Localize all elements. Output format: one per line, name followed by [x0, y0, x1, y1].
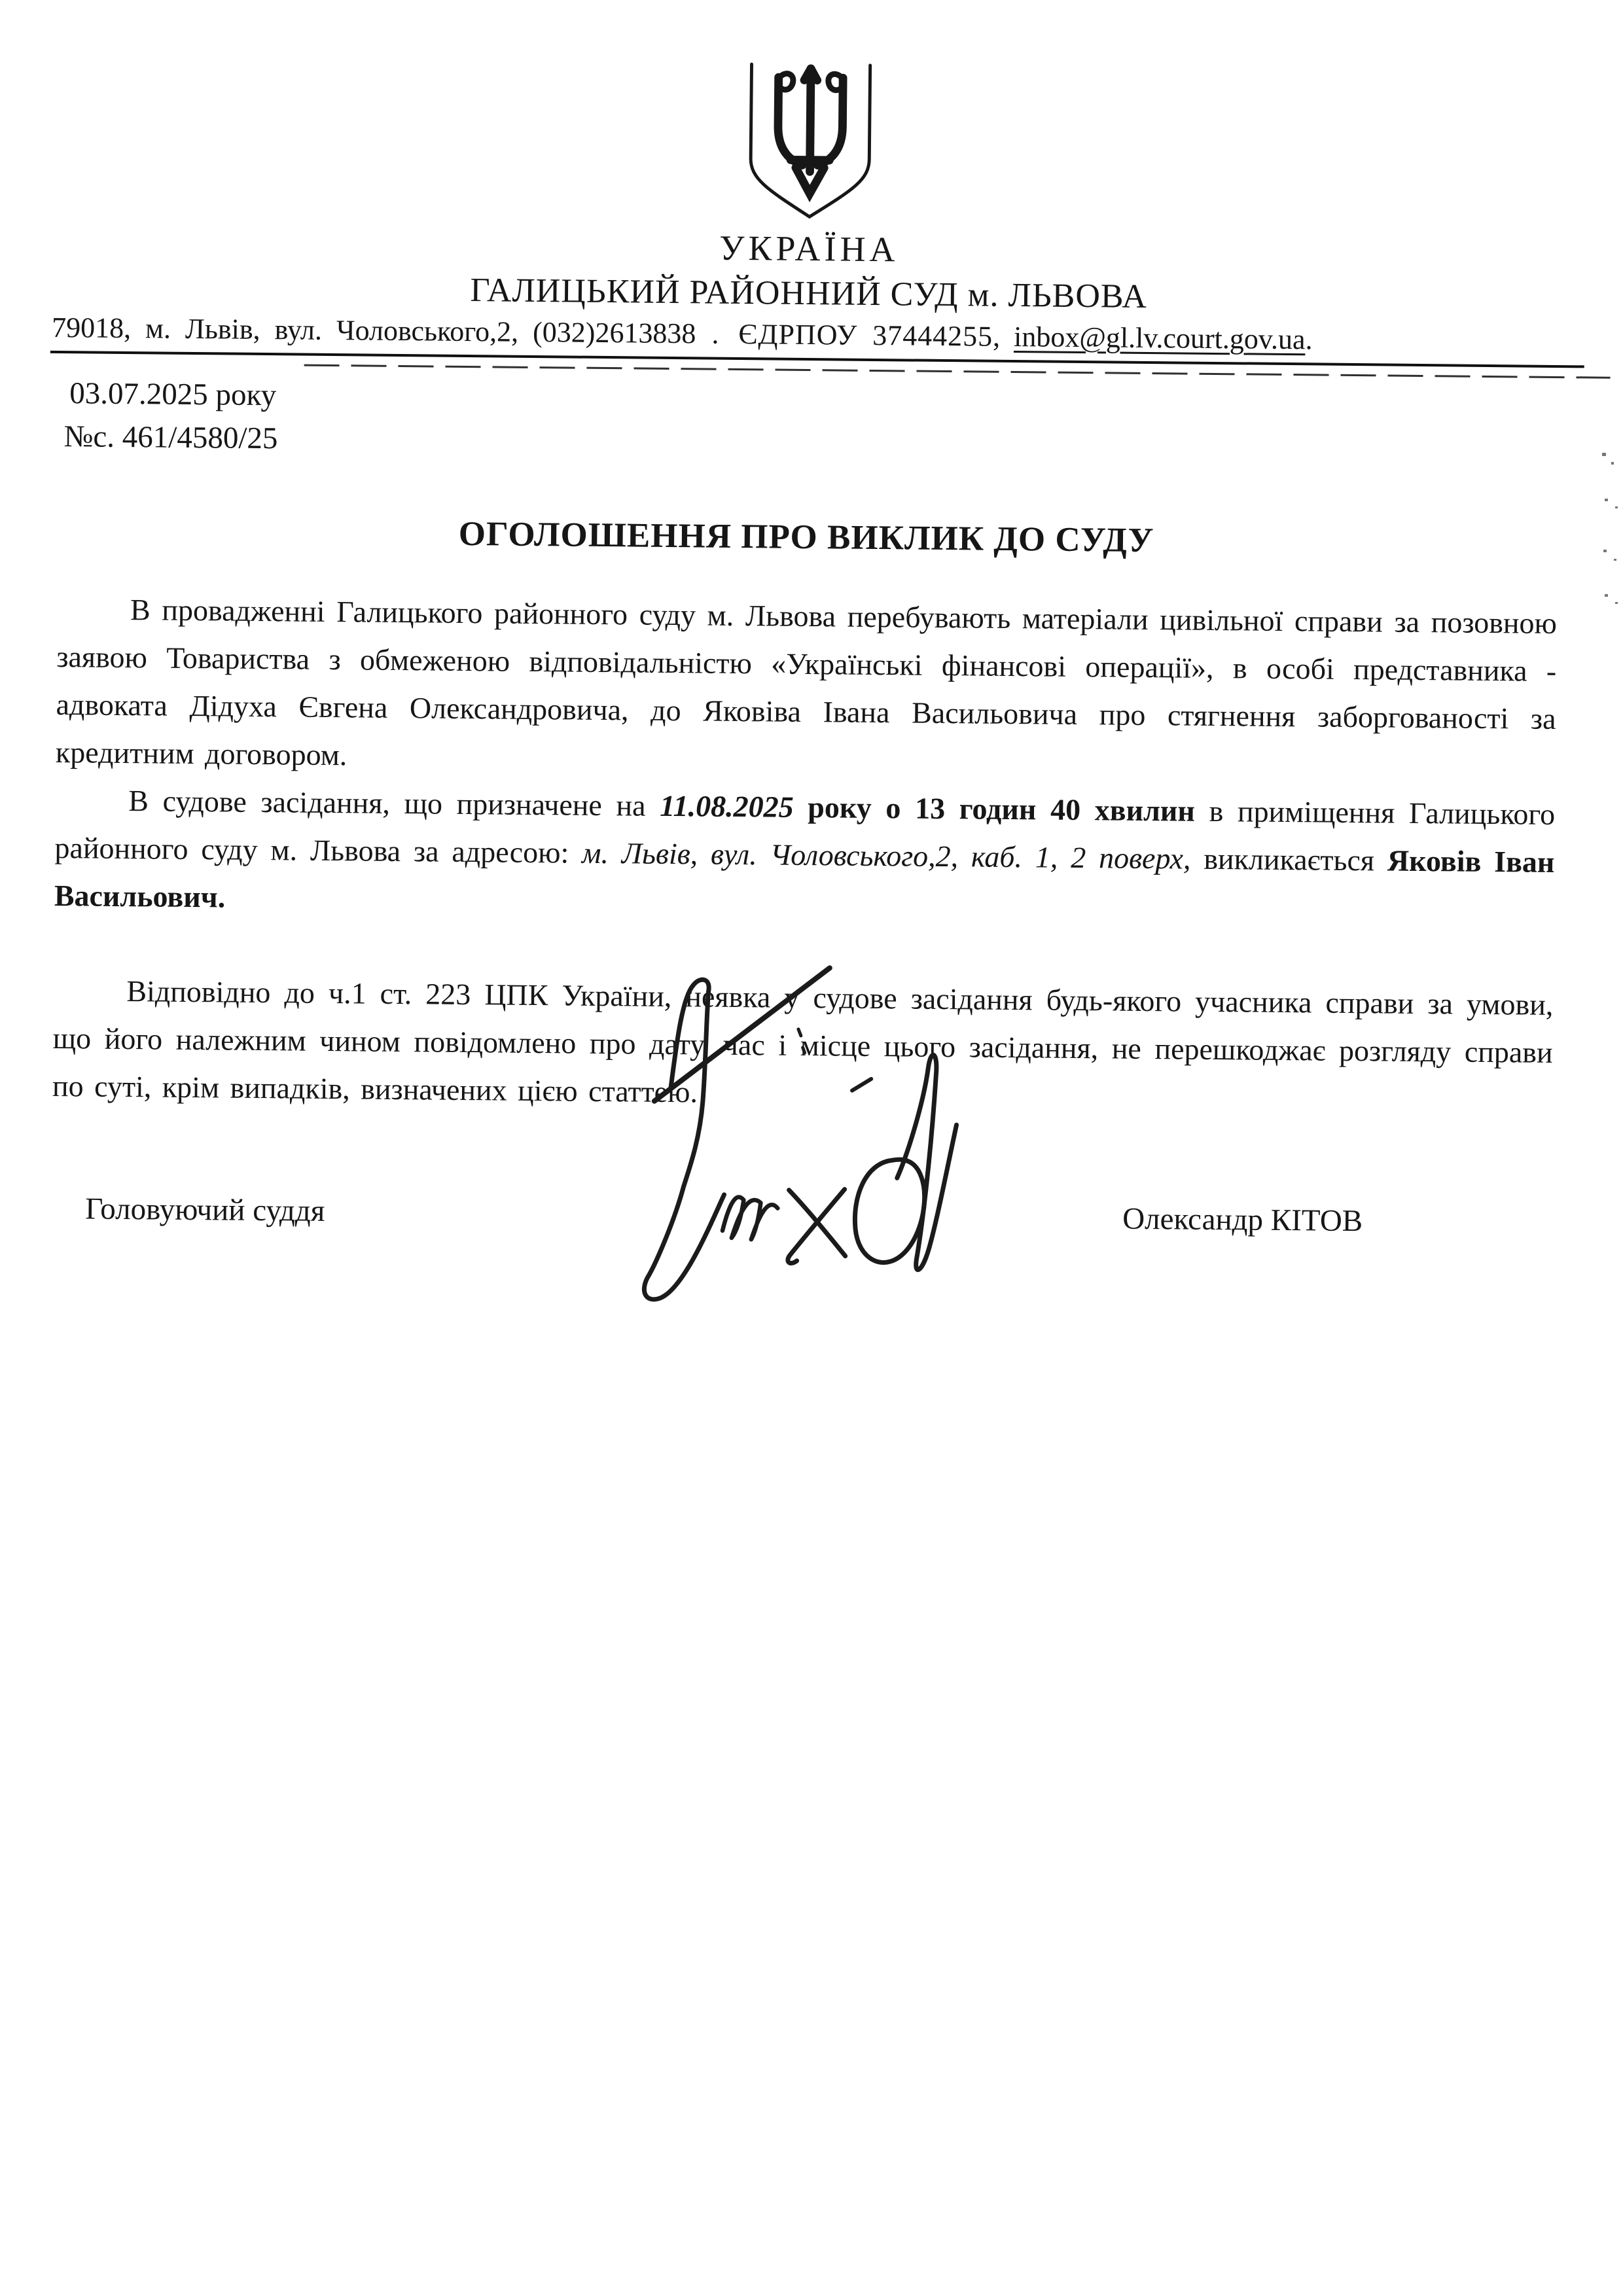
- hearing-time: року о 13 годин 40 хвилин: [793, 790, 1196, 828]
- document-date: 03.07.2025 року: [69, 376, 277, 413]
- scan-noise: [1602, 453, 1606, 456]
- trident-shield-icon: [734, 62, 887, 228]
- summoned-person: Яковів Іван Васильович.: [54, 843, 1555, 914]
- summons-intro: В судове засідання, що призначене на: [128, 784, 660, 822]
- paragraph-hearing-summons: [54, 776, 1556, 934]
- case-number: №с. 461/4580/25: [63, 419, 278, 456]
- address-terminal-dot: .: [1305, 323, 1313, 356]
- judge-name: Олександр КІТОВ: [1122, 1201, 1363, 1239]
- summons-called: викликається: [1190, 841, 1388, 877]
- document-body: [52, 585, 1558, 1124]
- judge-role-label: Головуючий суддя: [85, 1192, 325, 1228]
- edrpou-code: ЄДРПОУ 37444255,: [738, 317, 1001, 353]
- court-name: ГАЛИЦЬКИЙ РАЙОННИЙ СУД м. ЛЬВОВА: [470, 272, 1148, 315]
- court-email: inbox@gl.lv.court.gov.ua: [1013, 321, 1306, 356]
- paragraph-case-intro: В провадженні Галицького районного суду м. Львова перебувають матеріали цивільної справи за позовною заявою Товариства з обмеженою відповідальністю «Українські фінансові операції», в особі представника - адвоката Дідуха Євгена Олександровича, до Яковіва Івана Васильовича про стягнення заборгованості за кредитним договором.: [55, 593, 1558, 772]
- page-title: ОГОЛОШЕННЯ ПРО ВИКЛИК ДО СУДУ: [458, 514, 1154, 560]
- address-zip-city-phone: 79018, м. Львів, вул. Чоловського,2, (032)2613838: [51, 311, 696, 350]
- signature-row: [0, 1190, 1611, 1241]
- scan-noise: [1614, 559, 1616, 561]
- ukraine-trident-emblem: [734, 62, 887, 228]
- scan-noise: [1611, 462, 1614, 465]
- scan-noise: [1615, 602, 1618, 604]
- header-divider-scan-echo: [304, 364, 1611, 379]
- country-name: УКРАЇНА: [719, 228, 899, 270]
- summons-mid: в приміщення Галицького районного суду м. Львова за адресою:: [54, 794, 1556, 870]
- hearing-date: 11.08.2025: [659, 788, 794, 824]
- address-separator: .: [711, 317, 719, 350]
- scan-noise: [1605, 594, 1608, 597]
- scan-noise: [1603, 550, 1607, 552]
- scan-noise: [1615, 506, 1618, 508]
- hearing-address: м. Львів, вул. Чоловського,2, каб. 1, 2 поверх,: [581, 836, 1191, 875]
- scan-noise: [1605, 499, 1608, 501]
- paragraph-legal-basis: Відповідно до ч.1 ст. 223 ЦПК України, неявка у судове засідання будь-якого учасника справи за умови, що його належним чином повідомлено про дату, час і місце цього засідання, не перешкоджає розгляду справи по суті, крім випадків, визначених цією статтею.: [52, 974, 1554, 1109]
